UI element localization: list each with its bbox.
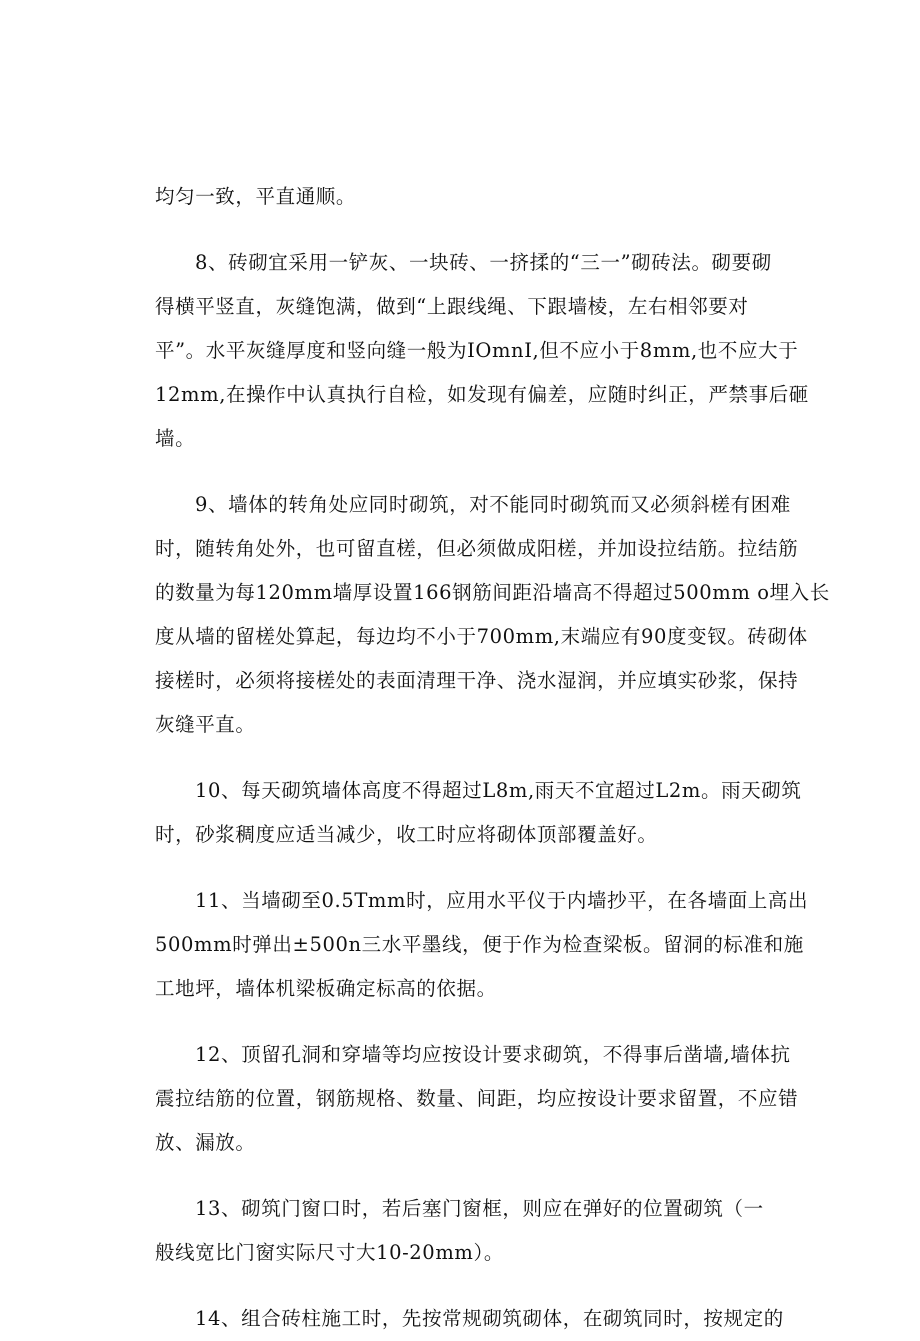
document-body — [155, 175, 830, 1341]
text-line: 工地坪，墙体机梁板确定标高的依据。 — [155, 977, 497, 1000]
text-line: 均匀一致，平直通顺。 — [155, 185, 357, 208]
text-line: 墙。 — [155, 427, 196, 450]
text-line: 的数量为每120mm墙厚设置166钢筋间距沿墙高不得超过500mm o埋入长 — [155, 581, 830, 604]
text-line: 14、组合砖柱施工时，先按常规砌筑砌体，在砌筑同时，按规定的 — [195, 1307, 784, 1330]
paragraph-gap — [155, 219, 795, 241]
text-line: 时，砂浆稠度应适当减少，收工时应将砌体顶部覆盖好。 — [155, 823, 658, 846]
text-line: 9、墙体的转角处应同时砌筑，对不能同时砌筑而又必须斜槎有困难 — [195, 493, 791, 516]
text-line: 灰缝平直。 — [155, 713, 256, 736]
text-line: 8、砖砌宜采用一铲灰、一块砖、一挤揉的“三一”砌砖法。砌要砌 — [195, 251, 772, 274]
text-line: 震拉结筋的位置，钢筋规格、数量、间距，均应按设计要求留置，不应错 — [155, 1087, 799, 1110]
text-line: 度从墙的留槎处算起，每边均不小于700mm,末端应有90度变钗。砖砌体 — [155, 625, 808, 648]
paragraph-continuation — [155, 175, 795, 219]
text-line: 13、砌筑门窗口时，若后塞门窗框，则应在弹好的位置砌筑（一 — [195, 1197, 764, 1220]
text-line: 12、顶留孔洞和穿墙等均应按设计要求砌筑，不得事后凿墙,墙体抗 — [195, 1043, 791, 1066]
paragraph-gap — [155, 857, 795, 879]
text-line: 放、漏放。 — [155, 1131, 256, 1154]
text-line: 得横平竖直，灰缝饱满，做到“上跟线绳、下跟墙棱，左右相邻要对 — [155, 295, 749, 318]
paragraph-14 — [155, 1297, 795, 1341]
paragraph-13 — [155, 1187, 795, 1275]
paragraph-gap — [155, 1275, 795, 1297]
paragraph-gap — [155, 747, 795, 769]
paragraph-8 — [155, 241, 809, 461]
paragraph-gap — [155, 1165, 795, 1187]
text-line: 500mm时弹出±500n三水平墨线，便于作为检查梁板。留洞的标准和施 — [155, 933, 804, 956]
text-line: 接槎时，必须将接槎处的表面清理干净、浇水湿润，并应填实砂浆，保持 — [155, 669, 799, 692]
paragraph-12 — [155, 1033, 799, 1165]
paragraph-gap — [155, 461, 795, 483]
paragraph-11 — [155, 879, 809, 1011]
text-line: 12mm,在操作中认真执行自检，如发现有偏差，应随时纠正，严禁事后砸 — [155, 383, 809, 406]
text-line: 11、当墙砌至0.5Tmm时，应用水平仪于内墙抄平，在各墙面上高出 — [195, 889, 809, 912]
paragraph-gap — [155, 1011, 795, 1033]
text-line: 平”。水平灰缝厚度和竖向缝一般为IOmnI,但不应小于8mm,也不应大于 — [155, 339, 799, 362]
paragraph-10 — [155, 769, 802, 857]
paragraph-9 — [155, 483, 830, 747]
text-line: 时，随转角处外，也可留直槎，但必须做成阳槎，并加设拉结筋。拉结筋 — [155, 537, 799, 560]
text-line: 般线宽比门窗实际尺寸大10-20mm）。 — [155, 1241, 504, 1264]
text-line: 10、每天砌筑墙体高度不得超过L8m,雨天不宜超过L2m。雨天砌筑 — [195, 779, 802, 802]
